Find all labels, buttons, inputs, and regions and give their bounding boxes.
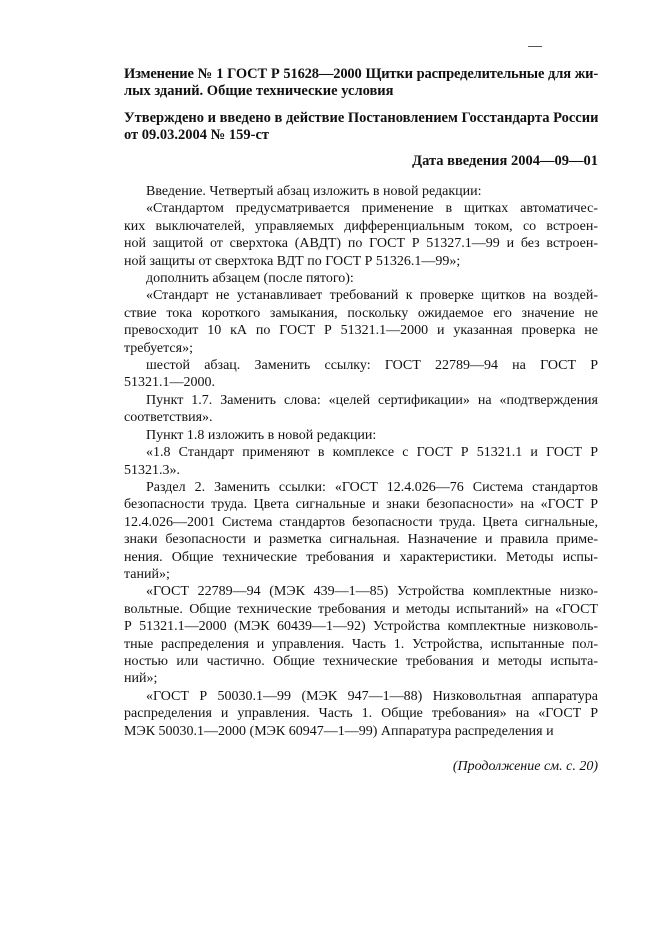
text-line: превосходит 10 кА по ГОСТ Р 51321.1—2000 и указанная проверка не bbox=[124, 323, 598, 339]
approval-line: от 09.03.2004 № 159-ст bbox=[124, 127, 270, 143]
text-line: ний»; bbox=[124, 671, 158, 687]
text-line: ких выключателей, управляемых дифференциальным током, со встроен- bbox=[124, 218, 598, 234]
text-line: «ГОСТ 22789—94 (МЭК 439—1—85) Устройства комплектные низко- bbox=[146, 584, 598, 600]
text-line: вольтные. Общие технические требования и методы испытаний» на «ГОСТ bbox=[124, 601, 598, 617]
text-line: 51321.1—2000. bbox=[124, 375, 215, 391]
paragraph-p7 bbox=[124, 427, 598, 444]
paragraph-p4 bbox=[124, 287, 598, 357]
text-line: требуется»; bbox=[124, 340, 193, 356]
paragraph-p6 bbox=[124, 392, 598, 427]
text-line: «Стандарт не устанавливает требований к проверке щитков на воздей- bbox=[146, 288, 598, 304]
paragraph-p9 bbox=[124, 479, 598, 583]
paragraph-p11 bbox=[124, 688, 598, 740]
text-line: МЭК 50030.1—2000 (МЭК 60947—1—99) Аппаратура распределения и bbox=[124, 723, 554, 739]
text-line: безопасности труда. Цвета сигнальные и знаки безопасности» на «ГОСТ Р bbox=[124, 497, 598, 513]
text-line: «ГОСТ Р 50030.1—99 (МЭК 947—1—88) Низковольтная аппаратура bbox=[146, 688, 598, 704]
text-line: 12.4.026—2001 Система стандартов безопасности труда. Цвета сигнальные, bbox=[124, 514, 598, 530]
text-line: тные распределения и управления. Часть 1. Устройства, испытанные пол- bbox=[124, 636, 598, 652]
approval-line: Утверждено и введено в действие Постановлением Госстандарта России bbox=[124, 110, 598, 126]
text-line: «1.8 Стандарт применяют в комплексе с ГОСТ Р 51321.1 и ГОСТ Р bbox=[146, 445, 598, 461]
approval-statement bbox=[124, 110, 598, 144]
text-line: ной защитой от сверхтока (АВДТ) по ГОСТ Р 51327.1—99 и без встроен- bbox=[124, 236, 598, 252]
amendment-body bbox=[124, 183, 598, 740]
document-page bbox=[124, 66, 598, 775]
effective-date: Дата введения 2004—09—01 bbox=[412, 153, 598, 169]
amendment-title bbox=[124, 66, 598, 100]
text-line: распределения и управления. Часть 1. Общие требования» на «ГОСТ Р bbox=[124, 706, 598, 722]
text-line: 51321.3». bbox=[124, 462, 180, 478]
text-line: дополнить абзацем (после пятого): bbox=[146, 271, 354, 287]
text-line: таний»; bbox=[124, 566, 170, 582]
text-line: знаки безопасности и разметка сигнальная. Назначение и правила приме- bbox=[124, 532, 598, 548]
text-line: Раздел 2. Заменить ссылки: «ГОСТ 12.4.026—76 Система стандартов bbox=[146, 479, 598, 495]
text-line: Р 51321.1—2000 (МЭК 60439—1—92) Устройства комплектные низковоль- bbox=[124, 619, 598, 635]
text-line: нения. Общие технические требования и характеристики. Методы испы- bbox=[124, 549, 598, 565]
title-line: Изменение № 1 ГОСТ Р 51628—2000 Щитки распределительные для жи- bbox=[124, 66, 598, 82]
text-line: шестой абзац. Заменить ссылку: ГОСТ 22789—94 на ГОСТ Р bbox=[146, 358, 598, 374]
continuation-note: (Продолжение см. с. 20) bbox=[452, 759, 598, 774]
paragraph-p8 bbox=[124, 444, 598, 479]
text-line: соответствия». bbox=[124, 410, 213, 426]
title-line: лых зданий. Общие технические условия bbox=[124, 83, 394, 99]
paragraph-p5 bbox=[124, 357, 598, 392]
text-line: ностью или частично. Общие технические требования и методы испыта- bbox=[124, 653, 598, 669]
scan-mark bbox=[528, 46, 542, 47]
text-line: Пункт 1.8 изложить в новой редакции: bbox=[146, 427, 377, 443]
text-line: Введение. Четвертый абзац изложить в новой редакции: bbox=[146, 184, 482, 199]
paragraph-p3 bbox=[124, 270, 598, 287]
paragraph-p1 bbox=[124, 183, 598, 200]
text-line: ствие тока короткого замыкания, поскольку ожидаемое его значение не bbox=[124, 305, 598, 321]
text-line: ной защиты от сверхтока ВДТ по ГОСТ Р 51326.1—99»; bbox=[124, 253, 461, 269]
paragraph-p2 bbox=[124, 200, 598, 270]
text-line: «Стандартом предусматривается применение в щитках автоматичес- bbox=[146, 201, 598, 217]
paragraph-p10 bbox=[124, 583, 598, 687]
text-line: Пункт 1.7. Заменить слова: «целей сертификации» на «подтверждения bbox=[146, 392, 598, 408]
